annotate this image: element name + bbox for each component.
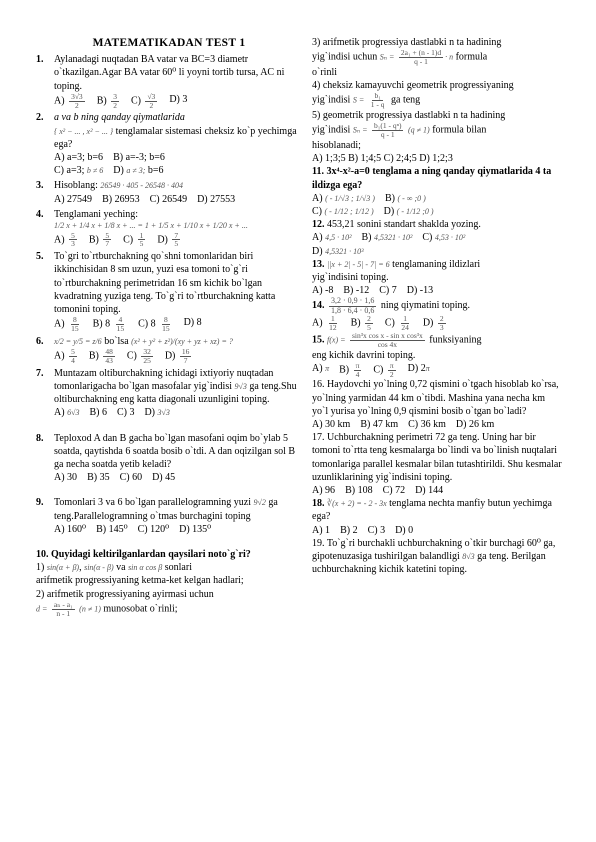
option-c[interactable]: C) 4,53 · 10² xyxy=(422,232,466,244)
option-b[interactable]: B) 6 xyxy=(89,407,107,419)
formula: 9√3 xyxy=(234,382,247,392)
question-number: 1. xyxy=(36,54,44,66)
option-d[interactable]: D) 135⁰ xyxy=(179,523,212,535)
option-d[interactable]: D) 27553 xyxy=(197,193,236,205)
question-16 xyxy=(312,378,562,431)
option-c[interactable]: C) $\frac{\pi}{2}$ xyxy=(373,360,394,379)
question-15: 15. f(x) = $\frac{\text{sin³x cos x - sin x cos³x}}{\cos 4x}$ funksiyaning eng kichik davrini toping. A) π B) $\frac{\pi}{4}$ C) $\frac{\pi}{2}$ D) 2π xyxy=(312,332,562,379)
answer-options xyxy=(312,231,562,244)
question-number: 6. xyxy=(36,335,44,347)
question-10: 10. Quyidagi keltirilganlardan qaysilari noto`g`ri? 1) sin(α + β), sin(α - β) va sin α cos β sonlari arifmetik progressiyaning ketma-ket kelgan hadlari; 2) arifmetik progressiyaning ayirmasi uchun d = $\frac{\text{aₙ - a₁}}{n - 1}$ (n ≠ 1) munosobat o`rinli; xyxy=(36,548,302,618)
question-text: 17. Uchburchakning perimetri 72 ga teng. Uning har bir tomoni to`rtta teng kesmalarga bo`lindi va bo`linish nuqtalari tomonlariga parallel kesmalar bilan tutashtirildi. Shu kesmalar uzunliklarining yig`indisini toping. xyxy=(312,432,562,483)
answer-options xyxy=(312,192,562,205)
question-text: To`gri to`rtburchakning qo`shni tomonlaridan biri ikkinchisidan 8 sm uzun, yuzi esa tomoni to`g`ri to`rtburchakning perimetridan 16 sm kichik bo`lgan kvadratning yuziga teng. To`g`ri to`rtburchakning katta tomonini toping. xyxy=(54,251,276,316)
question-19: 19. To`g`ri burchakli uchburchakning o`tkir burchagi 60⁰ ga, gipotenuzasiga tushirilgan balandligi 8√3 ga teng. Berilgan uchburchakning kichik katetini toping. xyxy=(312,537,556,576)
option-a[interactable]: A) $\frac{5}{4}$ xyxy=(54,347,75,366)
option-a[interactable]: A) π xyxy=(312,362,330,374)
option-c[interactable]: C) 36 km xyxy=(408,419,446,431)
formula: x/2 = y/5 = z/6 xyxy=(54,336,102,346)
option-b[interactable]: B) $\frac{2}{5}$ xyxy=(350,314,371,332)
question-14: 14. $\frac{3,2 \cdot 0,9 \cdot 1,6}{1,8 \cdot 6,4 \cdot 0,6}$ ning qiymatini toping. A) $\frac{1}{12}$ B) $\frac{2}{5}$ C) $\frac{1}{24}$ D) $\frac{2}{3}$ xyxy=(312,297,562,332)
question-9: 9. Tomonlari 3 va 6 bo`lgan parallelogramning yuzi 9√2 ga teng.Parallelogramning o`tmas burchagini toping A) 160⁰ B) 145⁰ C) 120⁰ D) 135⁰ xyxy=(36,496,302,536)
formula: 26549 · 405 - 26548 · 404 xyxy=(100,181,184,191)
answer-options xyxy=(312,484,562,497)
option-c[interactable]: C) 7 xyxy=(379,285,397,297)
option-a[interactable]: A) 96 xyxy=(312,484,336,496)
left-column xyxy=(36,36,302,617)
question-10-continued: 3) arifmetik progressiya dastlabki n ta hadining yig`indisi uchun Sₙ = $\frac{\text{2a₁ + (n - 1)d}}{q - 1}$ · n formula o`rinli 4) cheksiz kamayuvchi geometrik progressiyaning yig`indisi S = $\frac{\text{b₁}}{1 - q}$ ga teng 5) geometrik progressiya dastlabki n ta hadining yig`indisi Sₙ = $\frac{\text{b₁(1 - qⁿ)}}{q - 1}$ (q ≠ 1) formula bilan hisoblanadi; A) 1;3;5 B) 1;4;5 C) 2;4;5 D) 1;2;3 xyxy=(312,36,562,165)
option-b[interactable]: B) 8 $\frac{4}{15}$ xyxy=(92,315,125,334)
option-a[interactable]: A) -8 xyxy=(312,285,334,297)
option-d[interactable]: D) -13 xyxy=(406,285,434,297)
answer-options xyxy=(54,193,302,206)
answer-options xyxy=(312,524,562,537)
question-18: 18. ∛(x + 2) = - 2 - 3x tenglama nechta manfiy butun yechimga ega? A) 1 B) 2 C) 3 D) 0 xyxy=(312,497,562,537)
option-c[interactable]: C) 3 xyxy=(116,407,135,419)
option-b[interactable]: B) 47 km xyxy=(360,419,399,431)
option-a[interactable]: A) 30 xyxy=(54,472,78,484)
question-7: 7. Muntazam oltiburchakning ichidagi ixtiyoriy nuqtadan tomonlarigacha bo`lgan masofalar yig`indisi 9√3 ga teng.Shu oltiburchakning eng katta diagonali uzunligini toping. A) 6√3 B) 6 C) 3 D) 3√3 xyxy=(36,367,302,420)
answer-options xyxy=(54,348,302,365)
option-b[interactable]: B) 35 xyxy=(87,472,110,484)
option-c[interactable]: C) $\frac{√3}{2}$ xyxy=(130,91,156,110)
right-column xyxy=(312,36,562,576)
option-b[interactable]: B) $\frac{48}{43}$ xyxy=(88,347,113,366)
question-5 xyxy=(36,250,302,333)
option-c[interactable]: C) $\frac{1}{5}$ xyxy=(123,230,144,249)
option-a[interactable]: A) a=3; b=6 xyxy=(54,152,104,164)
option-a[interactable]: A) $\frac{8}{15}$ xyxy=(54,315,79,334)
option-d[interactable]: D) 45 xyxy=(152,472,176,484)
option-b[interactable]: B) $\frac{3}{2}$ xyxy=(96,91,117,110)
question-1 xyxy=(36,53,302,109)
question-11: 11. 3x⁴-x²-a=0 tenglama a ning qanday qiymatlarida 4 ta ildizga ega? A) ( - 1/√3 ; 1/√3 ) B) ( - ∞ ;0 ) C) ( - 1/12 ; 1/12 ) D) ( - 1/12 ;0 ) xyxy=(312,165,562,218)
answer-options xyxy=(54,232,302,249)
question-text: Aylanadagi nuqtadan BA vatar va BC=3 diametr o`tkazilgan.Agar BA vatar 60⁰ li yoyni tortib tursa, AC ni toping. xyxy=(54,54,285,92)
formula: 9√2 xyxy=(253,498,266,508)
option-c[interactable]: C) ( - 1/12 ; 1/12 ) xyxy=(312,205,374,217)
answer-options xyxy=(54,164,302,177)
option-c[interactable]: C) 60 xyxy=(119,472,143,484)
answer-options xyxy=(312,362,562,379)
option-d[interactable]: D) $\frac{16}{7}$ xyxy=(164,347,190,366)
question-13: 13. ||x + 2| - 5| - 7| = 6 tenglamaning ildizlari yig`indisini toping. A) -8 B) -12 C) 7 D) -13 xyxy=(312,258,562,298)
formula: (x² + y² + z²)/(xy + yz + xz) = ? xyxy=(131,336,233,346)
option-a[interactable]: A) 27549 xyxy=(54,193,93,205)
answer-options xyxy=(54,406,302,419)
option-b[interactable]: B) $\frac{5}{7}$ xyxy=(88,230,110,249)
question-text: 16. Haydovchi yo`lning 0,72 qismini o`tgach hisoblab ko`rsa, yo`lning yarmidan 44 km o`tibdi. Mashina yana necha km yo`l yurisa yo`lning 0,9 qismini bosib o`tgan bo`ladi? xyxy=(312,379,559,417)
option-d[interactable]: D) 144 xyxy=(415,484,444,496)
option-c[interactable]: C) 3 xyxy=(367,524,386,536)
option-b[interactable]: B) a=-3; b=6 xyxy=(113,152,165,164)
question-number: 2. xyxy=(36,112,44,124)
question-17 xyxy=(312,431,562,497)
answer-options[interactable]: A) 1;3;5 B) 1;4;5 C) 2;4;5 D) 1;2;3 xyxy=(312,153,453,165)
answer-options xyxy=(54,316,302,333)
option-d[interactable]: D) 26 km xyxy=(455,419,495,431)
option-b[interactable]: B) -12 xyxy=(343,285,370,297)
option-c[interactable]: C) $\frac{32}{25}$ xyxy=(126,347,151,366)
question-6: 6. x/2 = y/5 = z/6 bo`lsa (x² + y² + z²)/(xy + yz + xz) = ? A) $\frac{5}{4}$ B) $\frac{48}{43}$ C) $\frac{32}{25}$ D) $\frac{16}{7}$ xyxy=(36,335,302,365)
question-number: 8. xyxy=(36,432,44,444)
answer-options xyxy=(312,418,562,431)
answer-options xyxy=(54,93,302,110)
option-a[interactable]: A) 4,5 · 10² xyxy=(312,232,352,244)
question-12: 12. 453,21 sonini standart shaklda yozing. A) 4,5 · 10² B) 4,5321 · 10² C) 4,53 · 10² D) 4,5321 · 10³ xyxy=(312,218,562,258)
formula: { x² − ... , x² − ... } xyxy=(54,126,114,136)
answer-options xyxy=(312,205,562,218)
question-2: 2. a va b ning qanday qiymatlarida { x² − ... , x² − ... } tenglamalar sistemasi cheksiz ko`p yechimga ega? A) a=3; b=6 B) a=-3; b=6 C) a=3; b ≠ 6 D) a ≠ 3; b=6 xyxy=(36,111,302,177)
question-number: 4. xyxy=(36,208,44,220)
option-b[interactable]: B) 2 xyxy=(340,524,358,536)
option-d[interactable]: D) 3√3 xyxy=(144,407,170,419)
option-c[interactable]: C) 120⁰ xyxy=(137,523,170,535)
question-4 xyxy=(36,208,302,248)
option-a[interactable]: A) 30 km xyxy=(312,419,351,431)
option-b[interactable]: B) 26953 xyxy=(102,193,140,205)
option-c[interactable]: C) 8 $\frac{8}{15}$ xyxy=(138,315,170,334)
fraction: $\frac{3}{2}$ xyxy=(113,91,117,110)
question-number: 3. xyxy=(36,180,44,192)
option-d[interactable]: D) ( - 1/12 ;0 ) xyxy=(383,205,434,217)
answer-options xyxy=(54,151,302,164)
question-number: 9. xyxy=(36,497,44,509)
option-c[interactable]: C) 26549 xyxy=(149,193,188,205)
option-a[interactable]: A) 160⁰ xyxy=(54,523,87,535)
option-d[interactable]: D) 2π xyxy=(407,362,430,374)
option-a[interactable]: A) $\frac{1}{12}$ xyxy=(312,314,337,332)
answer-options xyxy=(312,315,562,332)
question-number: 5. xyxy=(36,251,44,263)
fraction: $\frac{√3}{2}$ xyxy=(147,91,156,110)
option-d[interactable]: D) $\frac{2}{3}$ xyxy=(422,314,444,332)
fraction: $\frac{\text{aₙ - a₁}}{n - 1}$ xyxy=(53,599,73,618)
option-d[interactable]: D) $\frac{7}{5}$ xyxy=(157,230,179,249)
option-c[interactable]: C) $\frac{1}{24}$ xyxy=(384,314,409,332)
option-d[interactable]: D) a ≠ 3; b=6 xyxy=(113,165,164,177)
option-b[interactable]: B) 145⁰ xyxy=(96,523,128,535)
answer-options xyxy=(54,523,302,536)
option-d[interactable]: D) 3 xyxy=(169,93,188,105)
option-a[interactable]: A) 6√3 xyxy=(54,407,80,419)
option-c[interactable]: C) a=3; b ≠ 6 xyxy=(54,165,104,177)
formula: 1/2 x + 1/4 x + 1/8 x + ... = 1 + 1/5 x + 1/10 x + 1/20 x + ... xyxy=(54,220,248,230)
question-text: Tenglamani yeching: xyxy=(54,208,138,220)
option-d[interactable]: D) 4,5321 · 10³ xyxy=(312,245,364,257)
fraction: $\frac{3√3}{2}$ xyxy=(71,91,83,110)
question-8 xyxy=(36,432,302,485)
question-number: 7. xyxy=(36,367,44,379)
question-3: 3. Hisoblang: 26549 · 405 - 26548 · 404 A) 27549 B) 26953 C) 26549 D) 27553 xyxy=(36,179,302,205)
option-b[interactable]: B) 4,5321 · 10² xyxy=(361,232,413,244)
option-d[interactable]: D) 0 xyxy=(395,524,414,536)
answer-options xyxy=(54,471,302,484)
option-b[interactable]: B) $\frac{\pi}{4}$ xyxy=(339,360,360,379)
option-b[interactable]: B) ( - ∞ ;0 ) xyxy=(384,192,426,204)
option-a[interactable]: A) $\frac{5}{3}$ xyxy=(54,230,75,249)
option-a[interactable]: A) ( - 1/√3 ; 1/√3 ) xyxy=(312,192,375,204)
option-d[interactable]: D) 8 xyxy=(183,317,202,329)
option-b[interactable]: B) 108 xyxy=(345,484,373,496)
option-a[interactable]: A) $\frac{3√3}{2}$ xyxy=(54,91,83,110)
option-c[interactable]: C) 72 xyxy=(382,484,406,496)
option-a[interactable]: A) 1 xyxy=(312,524,331,536)
question-text: 10. Quyidagi keltirilganlardan qaysilari noto`g`ri? xyxy=(36,548,251,560)
question-text: a va b ning qanday qiymatlarida xyxy=(54,112,185,124)
question-text: Teploxod A dan B gacha bo`lgan masofani oqim bo`ylab 5 soatda, qaytishda 6 soatda bosib o`tdi. A dan oqizilgan sol B ga necha soatda yetib keladi? xyxy=(54,432,296,471)
page-title: MATEMATIKADAN TEST 1 xyxy=(92,37,246,49)
